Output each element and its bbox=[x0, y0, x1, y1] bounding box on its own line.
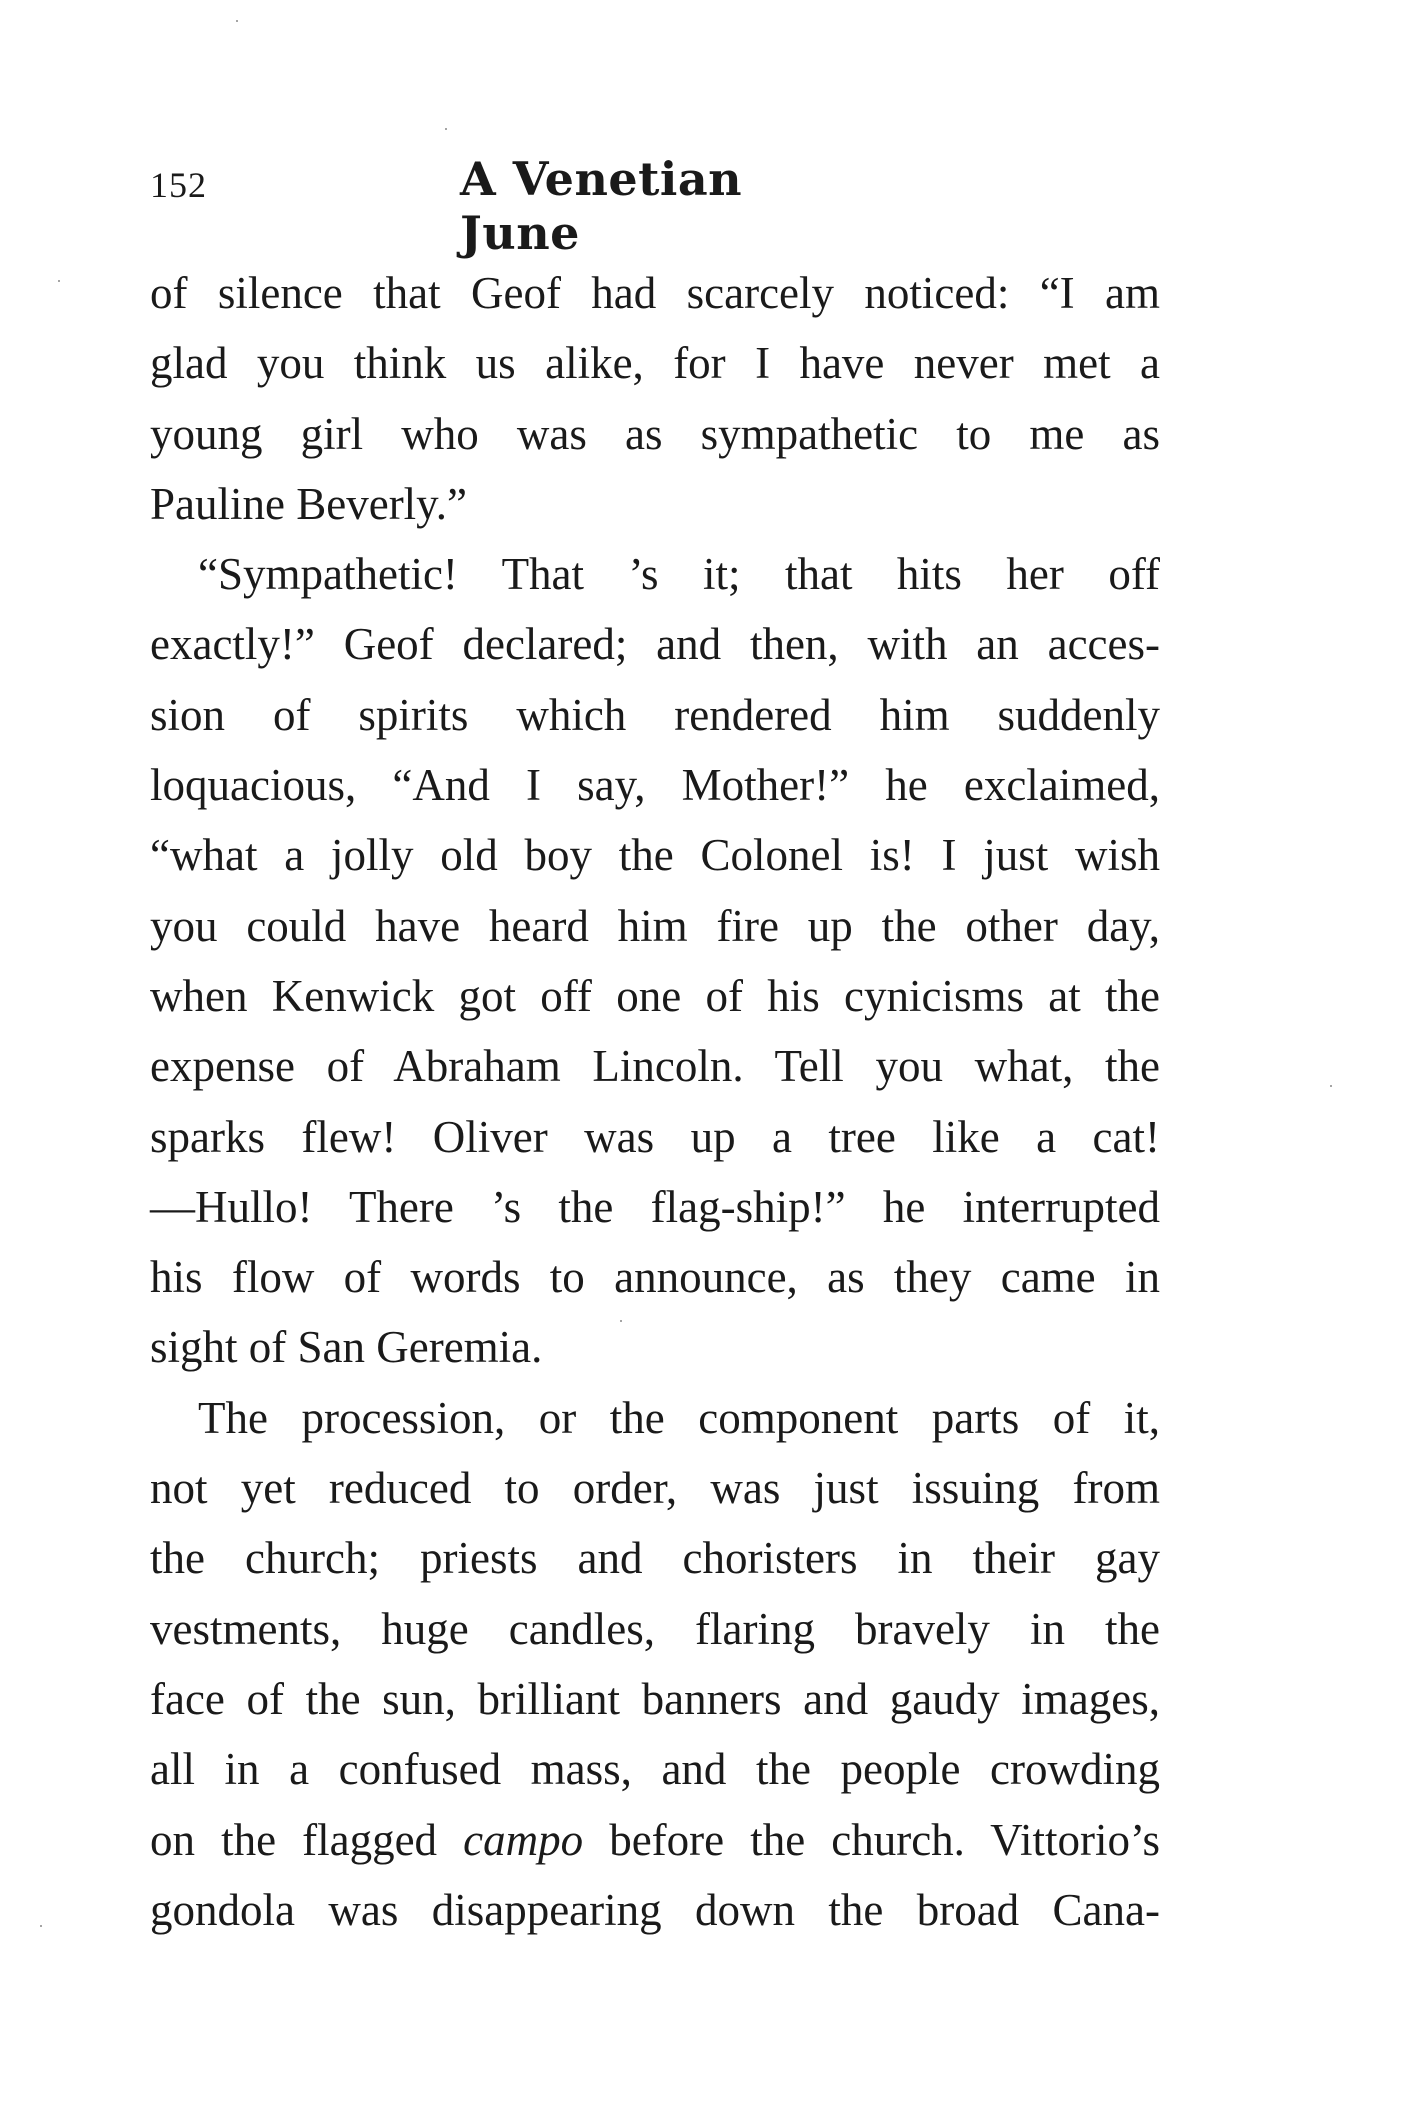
text-line: vestments, huge candles, flaring bravely in the bbox=[150, 1603, 1160, 1654]
text-segment: on the flagged bbox=[150, 1814, 464, 1865]
paper-speck bbox=[58, 280, 60, 282]
paper-speck bbox=[620, 1320, 622, 1322]
paper-speck bbox=[236, 20, 238, 22]
text-line: face of the sun, brilliant banners and gaudy images, bbox=[150, 1673, 1160, 1724]
text-line: loquacious, “And I say, Mother!” he exclaimed, bbox=[150, 760, 1160, 811]
paper-speck bbox=[1330, 1085, 1332, 1087]
body-text bbox=[150, 258, 1160, 1945]
text-line: exactly!” Geof declared; and then, with an acces- bbox=[150, 619, 1160, 670]
text-line: not yet reduced to order, was just issuing from bbox=[150, 1463, 1160, 1514]
text-segment: before the church. Vittorio’s bbox=[583, 1814, 1160, 1865]
text-line: “Sympathetic! That ’s it; that hits her off bbox=[198, 549, 1160, 600]
text-line: young girl who was as sympathetic to me as bbox=[150, 408, 1160, 459]
text-line: you could have heard him fire up the other day, bbox=[150, 900, 1160, 951]
text-line: The procession, or the component parts of it, bbox=[198, 1392, 1160, 1443]
text-line: when Kenwick got off one of his cynicisms at the bbox=[150, 970, 1160, 1021]
text-line: glad you think us alike, for I have never met a bbox=[150, 338, 1160, 389]
text-line-with-italic bbox=[150, 1805, 1160, 1875]
text-line: his flow of words to announce, as they came in bbox=[150, 1252, 1160, 1303]
text-line: of silence that Geof had scarcely noticed: “I am bbox=[150, 268, 1160, 318]
text-line: gondola was disappearing down the broad Cana- bbox=[150, 1884, 1160, 1935]
running-head: A Venetian June bbox=[460, 152, 743, 260]
italic-word: campo bbox=[463, 1814, 584, 1865]
paper-speck bbox=[445, 128, 447, 130]
text-line: “what a jolly old boy the Colonel is! I just wish bbox=[150, 830, 1160, 881]
page-number: 152 bbox=[150, 165, 207, 205]
text-line: sight of San Geremia. bbox=[150, 1322, 543, 1373]
text-line: —Hullo! There ’s the flag-ship!” he interrupted bbox=[150, 1181, 1160, 1232]
paper-speck bbox=[40, 1925, 42, 1927]
text-line: expense of Abraham Lincoln. Tell you what, the bbox=[150, 1041, 1160, 1092]
text-line: sion of spirits which rendered him suddenly bbox=[150, 689, 1160, 740]
text-line: all in a confused mass, and the people crowding bbox=[150, 1744, 1160, 1795]
text-line: sparks flew! Oliver was up a tree like a cat! bbox=[150, 1111, 1160, 1162]
text-line: the church; priests and choristers in their gay bbox=[150, 1533, 1160, 1584]
text-line: Pauline Beverly.” bbox=[150, 478, 467, 529]
